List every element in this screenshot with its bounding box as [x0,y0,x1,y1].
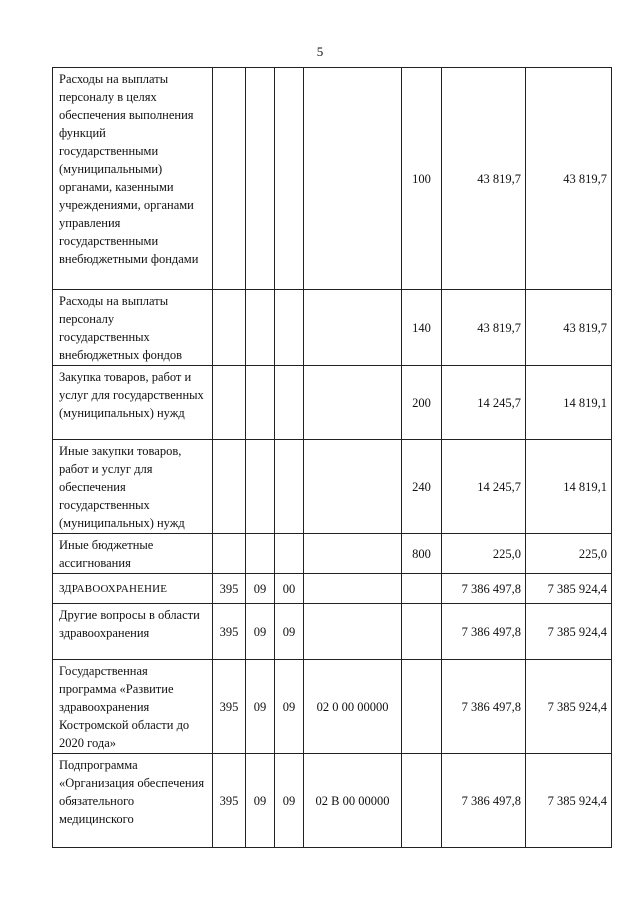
table-row [53,754,612,848]
table-row [53,290,612,366]
csr-cell [304,290,402,366]
rz-cell [246,366,275,440]
rz-cell [246,440,275,534]
pr-cell: 00 [275,574,304,604]
csr-cell [304,574,402,604]
table-row [53,534,612,574]
rz-cell: 09 [246,660,275,754]
sum-year2-cell: 7 385 924,4 [526,604,612,660]
ved-cell [213,440,246,534]
table-row [53,604,612,660]
pr-cell: 09 [275,754,304,848]
sum-year1-cell: 7 386 497,8 [442,604,526,660]
sum-year2-cell: 7 385 924,4 [526,754,612,848]
csr-cell [304,68,402,290]
sum-year2-cell: 43 819,7 [526,68,612,290]
ved-cell [213,534,246,574]
rz-cell: 09 [246,754,275,848]
pr-cell [275,290,304,366]
pr-cell: 09 [275,604,304,660]
row-name-cell: Иные закупки товаров, работ и услуг для обеспечения государственных (муниципальных) нужд [53,440,213,534]
ved-cell [213,366,246,440]
rz-cell [246,534,275,574]
ved-cell [213,68,246,290]
ved-cell: 395 [213,660,246,754]
sum-year1-cell: 7 386 497,8 [442,574,526,604]
sum-year1-cell: 14 245,7 [442,440,526,534]
sum-year1-cell: 225,0 [442,534,526,574]
rz-cell [246,290,275,366]
sum-year1-cell: 7 386 497,8 [442,754,526,848]
table-row [53,68,612,290]
row-name-cell: Другие вопросы в области здравоохранения [53,604,213,660]
csr-cell: 02 В 00 00000 [304,754,402,848]
table-row [53,366,612,440]
vr-cell: 140 [402,290,442,366]
row-name-cell: Закупка товаров, работ и услуг для государственных (муниципальных) нужд [53,366,213,440]
rz-cell: 09 [246,574,275,604]
sum-year2-cell: 7 385 924,4 [526,574,612,604]
ved-cell: 395 [213,574,246,604]
vr-cell: 240 [402,440,442,534]
table-row [53,440,612,534]
pr-cell [275,366,304,440]
budget-table [52,67,612,848]
table-row [53,660,612,754]
sum-year1-cell: 7 386 497,8 [442,660,526,754]
pr-cell [275,68,304,290]
vr-cell [402,574,442,604]
csr-cell [304,534,402,574]
sum-year2-cell: 43 819,7 [526,290,612,366]
ved-cell: 395 [213,604,246,660]
row-name-cell: Расходы на выплаты персоналу государственных внебюджетных фондов [53,290,213,366]
csr-cell [304,440,402,534]
vr-cell: 200 [402,366,442,440]
rz-cell: 09 [246,604,275,660]
sum-year1-cell: 43 819,7 [442,68,526,290]
row-name-cell: Расходы на выплаты персоналу в целях обеспечения выполнения функций государственными (муниципальными) органами, казенными учреждениями, органами управления государственными внебюджетными фондами [53,68,213,290]
pr-cell [275,534,304,574]
csr-cell: 02 0 00 00000 [304,660,402,754]
sum-year2-cell: 7 385 924,4 [526,660,612,754]
sum-year1-cell: 43 819,7 [442,290,526,366]
row-name-cell: ЗДРАВООХРАНЕНИЕ [53,574,213,604]
pr-cell [275,440,304,534]
sum-year2-cell: 14 819,1 [526,366,612,440]
rz-cell [246,68,275,290]
ved-cell [213,290,246,366]
sum-year1-cell: 14 245,7 [442,366,526,440]
ved-cell: 395 [213,754,246,848]
row-name-cell: Государственная программа «Развитие здравоохранения Костромской области до 2020 года» [53,660,213,754]
csr-cell [304,604,402,660]
csr-cell [304,366,402,440]
vr-cell: 100 [402,68,442,290]
sum-year2-cell: 14 819,1 [526,440,612,534]
page-number: 5 [316,44,324,59]
row-name-cell: Подпрограмма «Организация обеспечения обязательного медицинского [53,754,213,848]
sum-year2-cell: 225,0 [526,534,612,574]
vr-cell: 800 [402,534,442,574]
row-name-cell: Иные бюджетные ассигнования [53,534,213,574]
pr-cell: 09 [275,660,304,754]
table-row [53,574,612,604]
vr-cell [402,754,442,848]
vr-cell [402,660,442,754]
vr-cell [402,604,442,660]
